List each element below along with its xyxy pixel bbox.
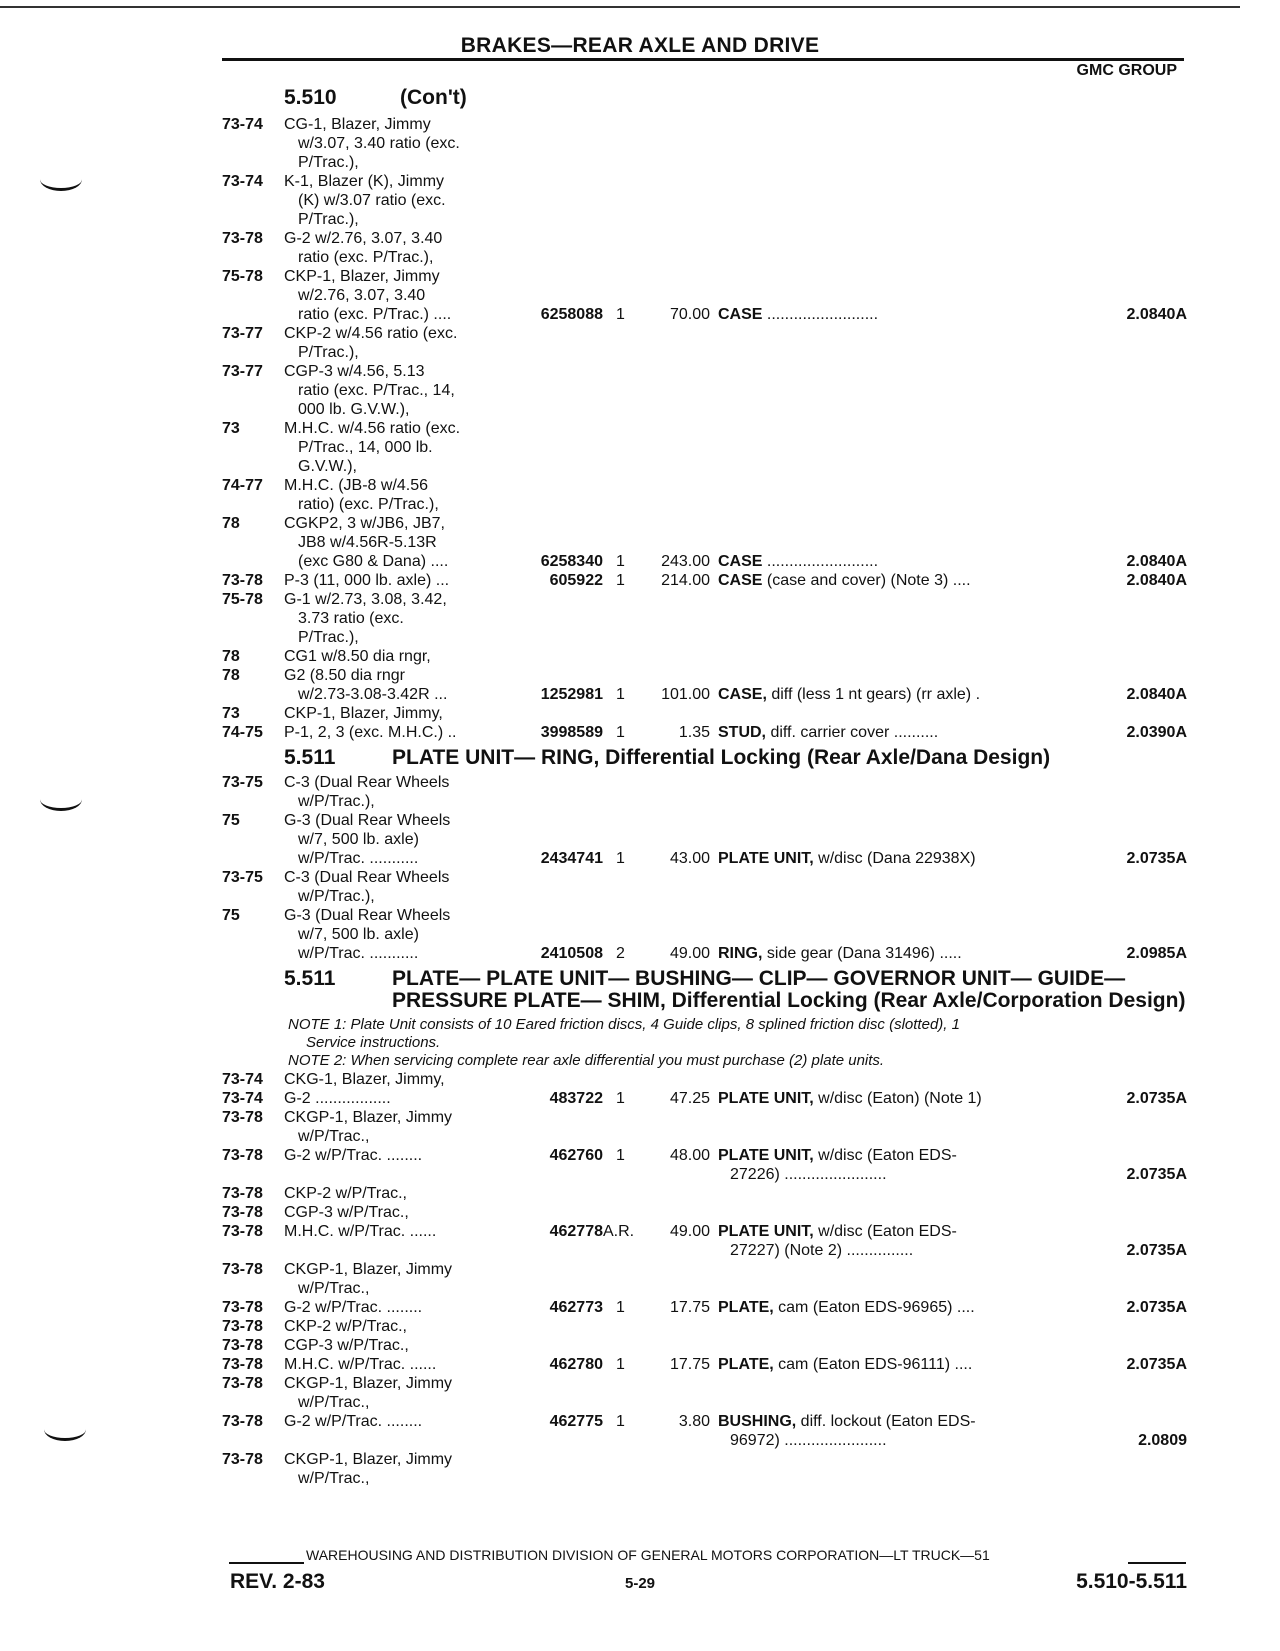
application-line: (K) w/3.07 ratio (exc.	[298, 192, 446, 209]
application	[284, 1184, 494, 1203]
model-years: 73-74	[222, 1090, 263, 1107]
group-code: 2.0809	[1138, 1432, 1187, 1449]
header-rule	[222, 58, 1184, 61]
table-row	[222, 514, 1187, 571]
quantity: 1	[616, 1299, 625, 1316]
group-code: 2.0735A	[1126, 1090, 1187, 1107]
quantity: 1	[616, 686, 625, 703]
table-row	[222, 1203, 1187, 1222]
application	[284, 1450, 494, 1488]
application-line: G-2 w/P/Trac. ........	[284, 1147, 423, 1164]
application	[284, 868, 494, 906]
note-text: NOTE 1: Plate Unit consists of 10 Eared friction discs, 4 Guide clips, 8 splined friction disc (slotted), 1	[288, 1016, 960, 1033]
part-number: 462773	[549, 1299, 603, 1316]
table-row	[222, 811, 1187, 868]
table-row	[222, 1146, 1187, 1184]
table-row	[222, 1374, 1187, 1412]
table-row	[222, 1317, 1187, 1336]
application	[284, 647, 494, 666]
application-line: w/P/Trac.,	[298, 1394, 370, 1411]
application-line: G2 (8.50 dia rngr	[284, 667, 405, 684]
description-detail: .........................	[762, 306, 879, 323]
table-row	[222, 1108, 1187, 1146]
application	[284, 1070, 494, 1089]
table-row	[222, 324, 1187, 362]
application	[284, 773, 494, 811]
price: 214.00	[661, 572, 710, 589]
price: 17.75	[669, 1356, 710, 1373]
part-number: 2410508	[540, 945, 603, 962]
application-line: M.H.C. w/4.56 ratio (exc.	[284, 420, 461, 437]
table-row	[222, 666, 1187, 704]
revision-label: REV. 2-83	[230, 1570, 325, 1593]
group-code: 2.0735A	[1126, 1242, 1187, 1259]
application-line: w/3.07, 3.40 ratio (exc.	[298, 135, 460, 152]
description	[718, 552, 1023, 571]
model-years: 78	[222, 667, 240, 684]
description-detail: cam (Eaton EDS-96111) ....	[773, 1356, 973, 1373]
group-code: 2.0390A	[1126, 724, 1187, 741]
page-title: BRAKES—REAR AXLE AND DRIVE	[460, 34, 820, 57]
application-line: P-3 (11, 000 lb. axle) ...	[284, 572, 450, 589]
model-years: 73-78	[222, 1204, 263, 1221]
description-name: PLATE UNIT,	[718, 1090, 814, 1107]
price: 47.25	[669, 1090, 710, 1107]
model-years: 78	[222, 515, 240, 532]
application-line: G-2 w/P/Trac. ........	[284, 1299, 423, 1316]
table-row	[222, 1222, 1187, 1260]
part-number: 462778	[549, 1223, 603, 1240]
section-title: (Con't)	[400, 86, 467, 109]
quantity: 1	[616, 1147, 625, 1164]
application	[284, 666, 494, 704]
part-number: 605922	[549, 572, 603, 589]
description-name: PLATE UNIT,	[718, 850, 814, 867]
quantity: 2	[616, 945, 625, 962]
description-detail: cam (Eaton EDS-96965) ....	[773, 1299, 975, 1316]
group-code: 2.0840A	[1126, 306, 1187, 323]
application-line: G-3 (Dual Rear Wheels	[284, 907, 451, 924]
quantity: 1	[616, 724, 625, 741]
footer-text: WAREHOUSING AND DISTRIBUTION DIVISION OF GENERAL MOTORS CORPORATION—LT TRUCK—51	[306, 1547, 990, 1563]
model-years: 73-78	[222, 1318, 263, 1335]
application	[284, 906, 494, 963]
footer-rule-left	[229, 1562, 304, 1564]
application-line: 3.73 ratio (exc.	[298, 610, 404, 627]
description-name: RING,	[718, 945, 763, 962]
model-years: 73-78	[222, 1299, 263, 1316]
application	[284, 704, 494, 723]
description	[718, 1355, 1023, 1374]
description	[718, 1298, 1023, 1317]
application	[284, 1317, 494, 1336]
application-line: G-3 (Dual Rear Wheels	[284, 812, 451, 829]
description	[718, 723, 1023, 742]
description-detail: .........................	[762, 553, 879, 570]
section-note	[288, 1016, 1168, 1052]
table-row	[222, 1336, 1187, 1355]
application-line: G-2 w/2.76, 3.07, 3.40	[284, 230, 443, 247]
application-line: G-2 .................	[284, 1090, 391, 1107]
model-years: 75-78	[222, 268, 263, 285]
application-line: CKGP-1, Blazer, Jimmy	[284, 1261, 453, 1278]
page-number: 5-29	[624, 1575, 656, 1592]
table-row	[222, 1412, 1187, 1450]
application-line: C-3 (Dual Rear Wheels	[284, 774, 450, 791]
application	[284, 172, 494, 229]
price: 49.00	[669, 945, 710, 962]
price: 17.75	[669, 1299, 710, 1316]
application	[284, 571, 494, 590]
table-row	[222, 1355, 1187, 1374]
quantity: 1	[616, 306, 625, 323]
table-row	[222, 1450, 1187, 1488]
application	[284, 1355, 494, 1374]
application-line: CKGP-1, Blazer, Jimmy	[284, 1375, 453, 1392]
application-line: (exc G80 & Dana) ....	[298, 553, 449, 570]
application-line: CGP-3 w/P/Trac.,	[284, 1337, 409, 1354]
application-line: CKP-2 w/P/Trac.,	[284, 1318, 407, 1335]
application-line: P/Trac.),	[298, 211, 359, 228]
model-years: 73-74	[222, 116, 263, 133]
table-row	[222, 647, 1187, 666]
description-name: CASE	[718, 306, 763, 323]
application-line: CKG-1, Blazer, Jimmy,	[284, 1071, 445, 1088]
application	[284, 324, 494, 362]
application-line: w/P/Trac.),	[298, 793, 375, 810]
model-years: 73-78	[222, 1223, 263, 1240]
price: 70.00	[669, 306, 710, 323]
application-line: G-1 w/2.73, 3.08, 3.42,	[284, 591, 447, 608]
part-number: 6258088	[540, 306, 603, 323]
description	[718, 1412, 1023, 1450]
model-years: 73	[222, 420, 240, 437]
description-continuation: 27226) .......................	[730, 1166, 887, 1183]
binder-hole-mark	[40, 788, 82, 811]
description-continuation: 27227) (Note 2) ...............	[730, 1242, 914, 1259]
application	[284, 1336, 494, 1355]
application	[284, 419, 494, 476]
application-line: CKGP-1, Blazer, Jimmy	[284, 1109, 453, 1126]
model-years: 74-75	[222, 724, 263, 741]
application-line: CKP-1, Blazer, Jimmy,	[284, 705, 443, 722]
model-years: 73	[222, 705, 240, 722]
table-row	[222, 419, 1187, 476]
application-line: w/7, 500 lb. axle)	[298, 926, 419, 943]
description-detail: w/disc (Eaton EDS-	[813, 1223, 957, 1240]
quantity: 1	[616, 1356, 625, 1373]
model-years: 73-78	[222, 1356, 263, 1373]
quantity: 1	[616, 1413, 625, 1430]
section-title: PLATE UNIT— RING, Differential Locking (Rear Axle/Dana Design)	[392, 746, 1051, 769]
part-number: 462775	[549, 1413, 603, 1430]
model-years: 73-77	[222, 363, 263, 380]
application-line: CKP-1, Blazer, Jimmy	[284, 268, 440, 285]
group-code: 2.0735A	[1126, 1166, 1187, 1183]
binder-hole-mark	[44, 1418, 86, 1441]
application-line: CGKP2, 3 w/JB6, JB7,	[284, 515, 445, 532]
model-years: 75	[222, 907, 240, 924]
section-number: 5.510	[284, 86, 337, 109]
price: 48.00	[669, 1147, 710, 1164]
table-row	[222, 362, 1187, 419]
application	[284, 723, 494, 742]
application-line: w/7, 500 lb. axle)	[298, 831, 419, 848]
application	[284, 1089, 494, 1108]
description	[718, 849, 1023, 868]
part-number: 462780	[549, 1356, 603, 1373]
description-name: CASE	[718, 553, 763, 570]
group-code: 2.0840A	[1126, 553, 1187, 570]
application-line: P/Trac., 14, 000 lb.	[298, 439, 433, 456]
section-title: PLATE— PLATE UNIT— BUSHING— CLIP— GOVERNOR UNIT— GUIDE— PRESSURE PLATE— SHIM, Differential Locking (Rear Axle/Corporation Design)	[392, 967, 1186, 1012]
price: 1.35	[678, 724, 710, 741]
table-row	[222, 773, 1187, 811]
group-code: 2.0735A	[1126, 1356, 1187, 1373]
price: 101.00	[661, 686, 710, 703]
application-line: 000 lb. G.V.W.),	[298, 401, 410, 418]
application-line: P/Trac.),	[298, 629, 359, 646]
description-detail: w/disc (Dana 22938X)	[813, 850, 976, 867]
application-line: CG1 w/8.50 dia rngr,	[284, 648, 431, 665]
description	[718, 1089, 1023, 1108]
description-continuation: 96972) .......................	[730, 1432, 887, 1449]
description	[718, 1222, 1023, 1260]
parts-listing	[222, 82, 1187, 1488]
table-row	[222, 723, 1187, 742]
group-code: 2.0985A	[1126, 945, 1187, 962]
description	[718, 571, 1023, 590]
application-line: w/P/Trac.,	[298, 1128, 370, 1145]
table-row	[222, 1298, 1187, 1317]
quantity: 1	[616, 572, 625, 589]
description	[718, 305, 1023, 324]
price: 49.00	[669, 1223, 710, 1240]
quantity: 1	[616, 1090, 625, 1107]
application-line: CGP-3 w/P/Trac.,	[284, 1204, 409, 1221]
application-line: CKP-2 w/P/Trac.,	[284, 1185, 407, 1202]
part-number: 3998589	[540, 724, 603, 741]
application	[284, 267, 494, 324]
description-name: BUSHING,	[718, 1413, 797, 1430]
application-line: M.H.C. (JB-8 w/4.56	[284, 477, 429, 494]
model-years: 73-75	[222, 869, 263, 886]
table-row	[222, 1184, 1187, 1203]
application-line: K-1, Blazer (K), Jimmy	[284, 173, 445, 190]
application	[284, 514, 494, 571]
top-edge-line	[0, 6, 1240, 8]
application-line: w/P/Trac. ...........	[298, 850, 419, 867]
application-line: ratio (exc. P/Trac., 14,	[298, 382, 455, 399]
description-detail: side gear (Dana 31496) .....	[762, 945, 962, 962]
application	[284, 1222, 494, 1241]
application-line: ratio (exc. P/Trac.) ....	[298, 306, 452, 323]
model-years: 73-74	[222, 1071, 263, 1088]
application	[284, 1146, 494, 1165]
footer-rule-right	[1128, 1562, 1186, 1564]
application-line: C-3 (Dual Rear Wheels	[284, 869, 450, 886]
application	[284, 1260, 494, 1298]
application	[284, 1374, 494, 1412]
application-line: w/P/Trac.),	[298, 888, 375, 905]
application-line: G.V.W.),	[298, 458, 357, 475]
note-continuation: Service instructions.	[306, 1034, 441, 1051]
group-code: 2.0840A	[1126, 686, 1187, 703]
application	[284, 362, 494, 419]
application-line: w/P/Trac. ...........	[298, 945, 419, 962]
table-row	[222, 1070, 1187, 1089]
price: 243.00	[661, 553, 710, 570]
model-years: 73-78	[222, 1451, 263, 1468]
part-number: 1252981	[540, 686, 603, 703]
application-line: P/Trac.),	[298, 154, 359, 171]
description-name: PLATE UNIT,	[718, 1223, 814, 1240]
section-note	[288, 1052, 1168, 1070]
application-line: w/P/Trac.,	[298, 1470, 370, 1487]
description	[718, 1146, 1023, 1184]
part-number: 462760	[549, 1147, 603, 1164]
application-line: ratio (exc. P/Trac.),	[298, 249, 434, 266]
application-line: ratio) (exc. P/Trac.),	[298, 496, 439, 513]
table-row	[222, 476, 1187, 514]
application-line: M.H.C. w/P/Trac. ......	[284, 1356, 437, 1373]
table-row	[222, 267, 1187, 324]
description-name: PLATE UNIT,	[718, 1147, 814, 1164]
application-line: CKGP-1, Blazer, Jimmy	[284, 1451, 453, 1468]
group-label: GMC GROUP	[1076, 62, 1177, 79]
description-detail: (case and cover) (Note 3) ....	[762, 572, 971, 589]
description-detail: diff. lockout (Eaton EDS-	[796, 1413, 976, 1430]
table-row	[222, 571, 1187, 590]
application-line: M.H.C. w/P/Trac. ......	[284, 1223, 437, 1240]
application	[284, 1412, 494, 1431]
description-name: CASE	[718, 572, 763, 589]
model-years: 73-78	[222, 1413, 263, 1430]
application-line: CG-1, Blazer, Jimmy	[284, 116, 431, 133]
application	[284, 811, 494, 868]
model-years: 73-74	[222, 173, 263, 190]
model-years: 75	[222, 812, 240, 829]
model-years: 75-78	[222, 591, 263, 608]
description-detail: diff. carrier cover ..........	[766, 724, 939, 741]
application	[284, 476, 494, 514]
table-row	[222, 704, 1187, 723]
section-number: 5.511	[284, 746, 336, 769]
model-years: 73-78	[222, 1261, 263, 1278]
model-years: 73-78	[222, 1337, 263, 1354]
description-name: PLATE,	[718, 1356, 774, 1373]
application	[284, 1203, 494, 1222]
quantity: 1	[616, 850, 625, 867]
model-years: 73-78	[222, 1147, 263, 1164]
part-number: 6258340	[540, 553, 603, 570]
application	[284, 1298, 494, 1317]
price: 43.00	[669, 850, 710, 867]
description-detail: diff (less 1 nt gears) (rr axle) .	[766, 686, 981, 703]
table-row	[222, 906, 1187, 963]
model-years: 73-75	[222, 774, 263, 791]
group-code: 2.0735A	[1126, 850, 1187, 867]
section-number: 5.511	[284, 967, 336, 990]
table-row	[222, 172, 1187, 229]
description-name: STUD,	[718, 724, 766, 741]
group-code: 2.0840A	[1126, 572, 1187, 589]
model-years: 73-78	[222, 572, 263, 589]
description	[718, 944, 1023, 963]
note-text: NOTE 2: When servicing complete rear axle differential you must purchase (2) plate units.	[288, 1052, 885, 1069]
application-line: P-1, 2, 3 (exc. M.H.C.) ..	[284, 724, 457, 741]
description-detail: w/disc (Eaton) (Note 1)	[813, 1090, 982, 1107]
model-years: 73-78	[222, 1109, 263, 1126]
application	[284, 115, 494, 172]
table-row	[222, 1089, 1187, 1108]
model-years: 74-77	[222, 477, 263, 494]
group-code: 2.0735A	[1126, 1299, 1187, 1316]
description-detail: w/disc (Eaton EDS-	[813, 1147, 957, 1164]
part-number: 2434741	[540, 850, 603, 867]
binder-hole-mark	[40, 168, 82, 191]
price: 3.80	[678, 1413, 710, 1430]
description-name: CASE,	[718, 686, 767, 703]
model-years: 73-78	[222, 230, 263, 247]
application-line: G-2 w/P/Trac. ........	[284, 1413, 423, 1430]
application-line: CKP-2 w/4.56 ratio (exc.	[284, 325, 458, 342]
table-row	[222, 590, 1187, 647]
application-line: CGP-3 w/4.56, 5.13	[284, 363, 425, 380]
section-range: 5.510-5.511	[1076, 1570, 1187, 1593]
application	[284, 590, 494, 647]
table-row	[222, 1260, 1187, 1298]
quantity: A.R.	[603, 1223, 635, 1240]
part-number: 483722	[549, 1090, 603, 1107]
section-heading	[222, 87, 1187, 111]
application-line: w/P/Trac.,	[298, 1280, 370, 1297]
application-line: P/Trac.),	[298, 344, 359, 361]
model-years: 73-78	[222, 1375, 263, 1392]
application-line: JB8 w/4.56R-5.13R	[298, 534, 437, 551]
section-heading	[222, 968, 1187, 1012]
description-name: PLATE,	[718, 1299, 774, 1316]
application-line: w/2.73-3.08-3.42R ...	[298, 686, 448, 703]
section-heading	[222, 747, 1187, 769]
model-years: 78	[222, 648, 240, 665]
application	[284, 1108, 494, 1146]
table-row	[222, 229, 1187, 267]
table-row	[222, 868, 1187, 906]
model-years: 73-78	[222, 1185, 263, 1202]
quantity: 1	[616, 553, 625, 570]
description	[718, 685, 1023, 704]
model-years: 73-77	[222, 325, 263, 342]
table-row	[222, 115, 1187, 172]
application	[284, 229, 494, 267]
application-line: w/2.76, 3.07, 3.40	[298, 287, 426, 304]
